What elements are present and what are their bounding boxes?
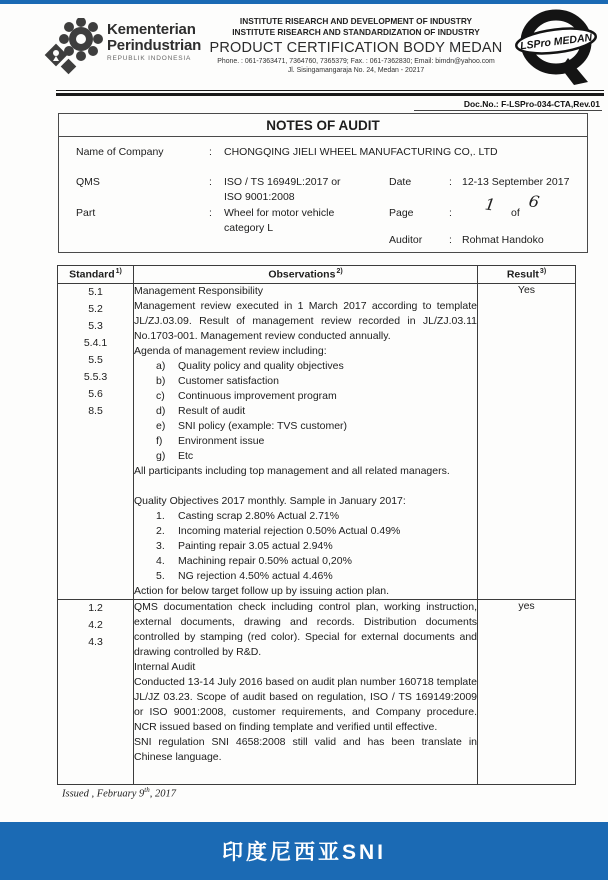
agenda-item: e) SNI policy (example: TVS customer) bbox=[156, 419, 348, 432]
qms-value-line1: ISO / TS 16949L:2017 or bbox=[224, 176, 341, 188]
bottom-blue-banner bbox=[0, 822, 608, 880]
company-value: CHONGQING JIELI WHEEL MANUFACTURING CO,. LTD bbox=[224, 146, 498, 158]
top-blue-strip bbox=[0, 0, 608, 4]
standards-cell: 1.2 4.2 4.3 bbox=[58, 599, 134, 784]
kementerian-perindustrian-gear-logo-icon bbox=[42, 18, 104, 80]
ministry-line1: Kementerian bbox=[107, 21, 196, 38]
audit-observations-table bbox=[57, 265, 576, 785]
lspro-medan-q-logo-icon bbox=[506, 6, 608, 96]
agenda-item: c) Continuous improvement program bbox=[156, 389, 337, 402]
part-colon: : bbox=[209, 207, 212, 219]
agenda-intro: Agenda of management review including: bbox=[134, 344, 327, 357]
standard-column-header: Standard$^{1)}$ bbox=[58, 266, 134, 284]
date-colon: : bbox=[449, 176, 452, 188]
issued-date-line: Issued , February 9th, 2017 bbox=[62, 786, 176, 800]
auditor-label: Auditor bbox=[389, 234, 423, 246]
qms-label: QMS bbox=[76, 176, 100, 188]
table-row bbox=[58, 283, 576, 599]
notes-title: NOTES OF AUDIT bbox=[59, 114, 587, 137]
date-label: Date bbox=[389, 176, 412, 188]
part-label: Part bbox=[76, 207, 96, 219]
objective-item: 5. NG rejection 4.50% actual 4.46% bbox=[156, 569, 333, 582]
qms-colon: : bbox=[209, 176, 212, 188]
ministry-line3: REPUBLIK INDONESIA bbox=[107, 55, 192, 62]
result-column-header: Result$^{3)}$ bbox=[478, 266, 576, 284]
objectives-intro: Quality Objectives 2017 monthly. Sample in January 2017: bbox=[134, 494, 406, 507]
page-colon: : bbox=[449, 207, 452, 219]
auditor-colon: : bbox=[449, 234, 452, 246]
action-line: Action for below target follow up by issuing action plan. bbox=[134, 584, 390, 597]
page-of-word: of bbox=[511, 207, 520, 219]
letterhead bbox=[40, 12, 596, 90]
objective-item: 1. Casting scrap 2.80% Actual 2.71% bbox=[156, 509, 340, 522]
participants-line: All participants including top management and all related managers. bbox=[134, 464, 450, 477]
institute-block bbox=[198, 16, 514, 75]
page-total-handwritten: 6 bbox=[527, 191, 541, 212]
date-value: 12-13 September 2017 bbox=[462, 176, 570, 188]
table-header-row bbox=[58, 266, 576, 284]
obs-subtitle: Internal Audit bbox=[134, 660, 196, 673]
agenda-item: f) Environment issue bbox=[156, 434, 265, 447]
observations-cell bbox=[134, 283, 478, 599]
company-label: Name of Company bbox=[76, 146, 164, 158]
obs-title: Management Responsibility bbox=[134, 284, 263, 297]
obs-paragraph: SNI regulation SNI 4658:2008 still valid and has been translate in Chinese language. bbox=[134, 735, 477, 763]
agenda-item: g) Etc bbox=[156, 449, 194, 462]
banner-text: 印度尼西亚SNI bbox=[221, 841, 386, 864]
observations-cell bbox=[134, 599, 478, 784]
qms-value-line2: ISO 9001:2008 bbox=[224, 191, 295, 203]
address-line: Jl. Sisingamangaraja No. 24, Medan - 20217 bbox=[287, 67, 425, 74]
page-label: Page bbox=[389, 207, 414, 219]
part-value-line1: Wheel for motor vehicle bbox=[224, 207, 335, 219]
objective-item: 4. Machining repair 0.50% actual 0,20% bbox=[156, 554, 352, 567]
notes-fields bbox=[59, 137, 587, 252]
institute-line2: INSTITUTE RISEARCH AND STANDARDIZATION OF INDUSTRY bbox=[232, 27, 480, 37]
contact-line: Phone. : 061-7363471, 7364760, 7365379; Fax. : 061-7362830; Email: bimdn@yahoo.com bbox=[217, 58, 495, 65]
obs-paragraph: Conducted 13-14 July 2016 based on audit plan number 160718 template JL/JZ 03.23. Scope of audit based on regulation, ISO / TS 169149:2009 or ISO 9001:2008, customer requirements, and Company procedure. NCR issued based on finding template and verified until effective. bbox=[134, 675, 477, 733]
agenda-item: a) Quality policy and quality objectives bbox=[156, 359, 344, 372]
objective-item: 3. Painting repair 3.05 actual 2.94% bbox=[156, 539, 333, 552]
certification-body-name: PRODUCT CERTIFICATION BODY MEDAN bbox=[209, 40, 503, 56]
result-cell: yes bbox=[478, 599, 576, 784]
part-value-line2: category L bbox=[224, 222, 274, 234]
objective-item: 2. Incoming material rejection 0.50% Actual 0.49% bbox=[156, 524, 401, 537]
result-cell: Yes bbox=[478, 283, 576, 599]
table-row bbox=[58, 599, 576, 784]
ministry-name-block bbox=[107, 22, 201, 62]
auditor-value: Rohmat Handoko bbox=[462, 234, 544, 246]
page-current-handwritten: 1 bbox=[483, 194, 497, 215]
doc-number: Doc.No.: F-LSPro-034-CTA,Rev.01 bbox=[414, 99, 602, 111]
obs-paragraph: QMS documentation check including control plan, working instruction, external documents, drawing and records. Distribution documents controlled by stamping (red color). Special for external documents and drawing controlled by R&D. bbox=[134, 600, 477, 658]
obs-paragraph: Management review executed in 1 March 2017 according to template JL/ZJ.03.09. Result of management review recorded in JL/ZJ.03.11 No.1703-001. Management review conducted annually. bbox=[134, 299, 477, 342]
institute-line1: INSTITUTE RISEARCH AND DEVELOPMENT OF INDUSTRY bbox=[239, 16, 473, 26]
agenda-item: d) Result of audit bbox=[156, 404, 246, 417]
standards-cell: 5.1 5.2 5.3 5.4.1 5.5 5.5.3 5.6 8.5 bbox=[58, 283, 134, 599]
lspro-medan-logo-label: LSPro MEDAN bbox=[519, 31, 593, 53]
agenda-item: b) Customer satisfaction bbox=[156, 374, 279, 387]
ministry-line2: Perindustrian bbox=[107, 37, 202, 54]
notes-of-audit-box bbox=[58, 113, 588, 253]
observations-column-header: Observations$^{2)}$ bbox=[134, 266, 478, 284]
header-rule bbox=[56, 90, 604, 96]
company-colon: : bbox=[209, 146, 212, 158]
